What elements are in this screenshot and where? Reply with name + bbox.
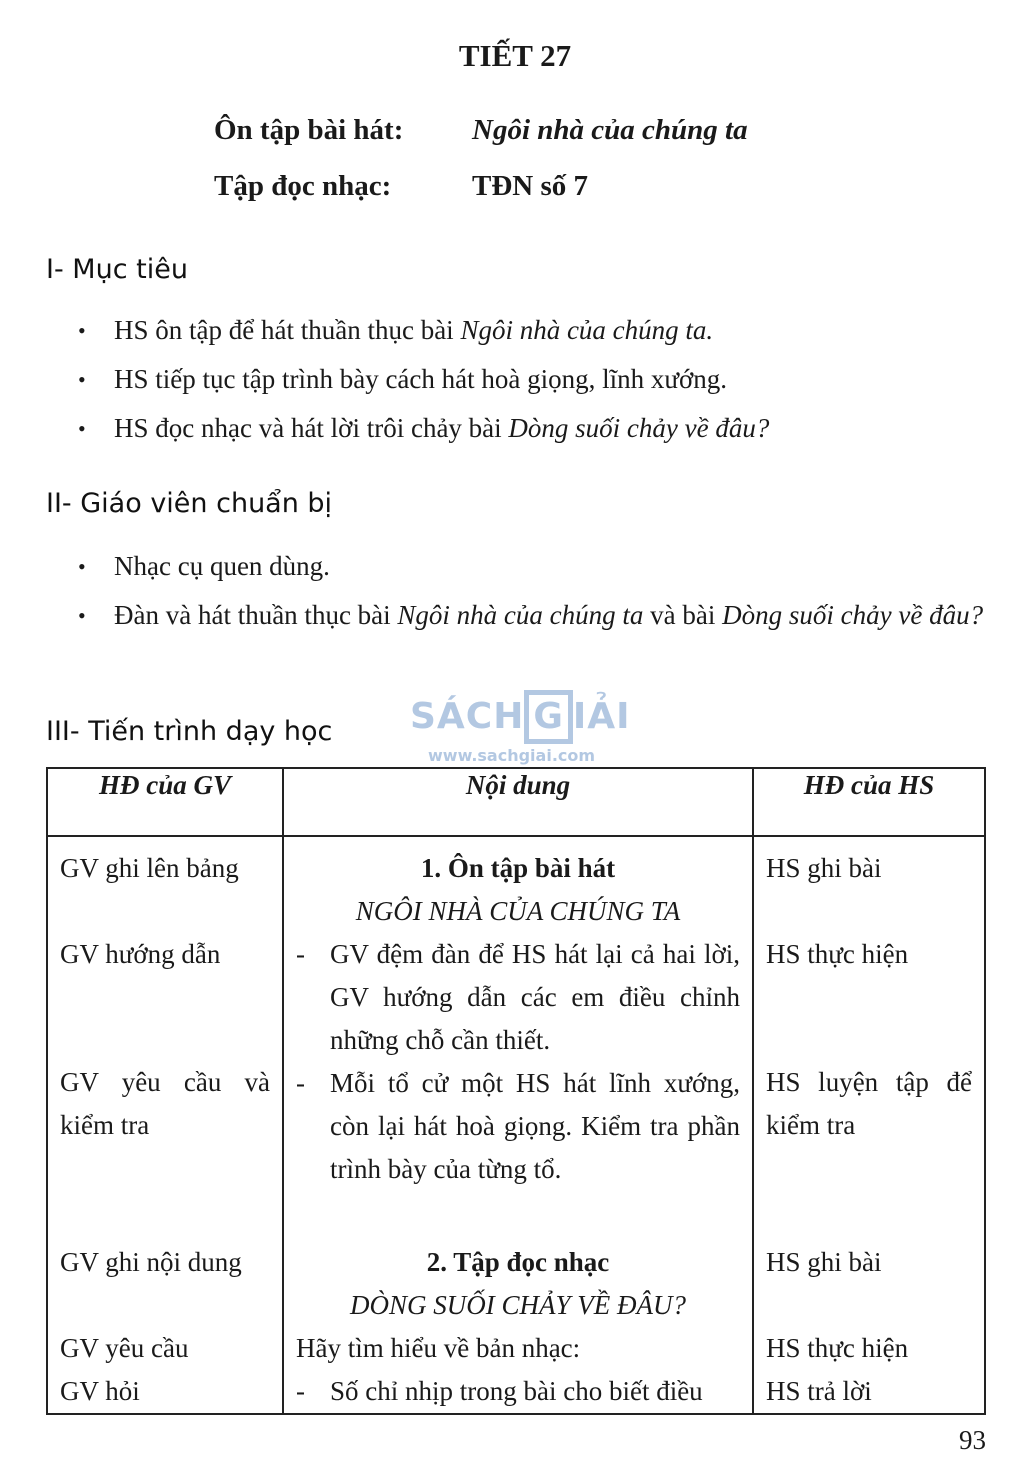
teacher-activity: GV hỏi bbox=[60, 1376, 140, 1406]
table-row bbox=[47, 836, 985, 1223]
teacher-activity: GV yêu cầu và kiểm tra bbox=[60, 1067, 270, 1140]
list-item: • Nhạc cụ quen dùng. bbox=[78, 545, 988, 588]
subtitle-value-2: TĐN số 7 bbox=[472, 170, 589, 202]
content-item: Hãy tìm hiểu về bản nhạc: bbox=[296, 1333, 581, 1363]
table-header-row bbox=[47, 768, 985, 836]
student-activity: HS thực hiện bbox=[766, 939, 909, 969]
student-activity: HS thực hiện bbox=[766, 1333, 909, 1363]
header-content: Nội dung bbox=[283, 768, 753, 836]
teacher-activity: GV ghi nội dung bbox=[60, 1247, 242, 1277]
content-item: - GV đệm đàn để HS hát lại cả hai lời, GV hướng dẫn các em điều chỉnh những chỗ cần thiết. bbox=[296, 933, 740, 1062]
student-activity: HS trả lời bbox=[766, 1376, 872, 1406]
song-title: DÒNG SUỐI CHẢY VỀ ĐÂU? bbox=[350, 1290, 686, 1320]
teacher-activity: GV ghi lên bảng bbox=[60, 853, 239, 883]
preparation-list bbox=[78, 545, 988, 643]
subtitle-label-2: Tập đọc nhạc: bbox=[214, 170, 392, 202]
section-heading-preparation: II- Giáo viên chuẩn bị bbox=[46, 488, 333, 519]
list-item: • HS đọc nhạc và hát lời trôi chảy bài Dòng suối chảy về đâu? bbox=[78, 407, 988, 450]
section-heading-process: III- Tiến trình dạy học bbox=[46, 716, 333, 747]
teacher-activity: GV hướng dẫn bbox=[60, 939, 221, 969]
lesson-title: TIẾT 27 bbox=[458, 38, 572, 73]
student-activity: HS luyện tập để kiểm tra bbox=[766, 1067, 972, 1140]
lesson-table bbox=[46, 767, 986, 1415]
teacher-activity: GV yêu cầu bbox=[60, 1333, 189, 1363]
subtitle-label-1: Ôn tập bài hát: bbox=[214, 114, 404, 146]
song-title: NGÔI NHÀ CỦA CHÚNG TA bbox=[355, 896, 681, 926]
list-item: • Đàn và hát thuần thục bài Ngôi nhà của chúng ta và bài Dòng suối chảy về đâu? bbox=[78, 594, 988, 637]
table-row bbox=[47, 1223, 985, 1414]
page-number: 93 bbox=[959, 1425, 986, 1455]
content-section-title: 2. Tập đọc nhạc bbox=[426, 1247, 610, 1277]
list-item: • HS ôn tập để hát thuần thục bài Ngôi nhà của chúng ta. bbox=[78, 309, 988, 352]
header-teacher: HĐ của GV bbox=[47, 768, 283, 836]
student-activity: HS ghi bài bbox=[766, 1247, 882, 1277]
content-section-title: 1. Ôn tập bài hát bbox=[420, 853, 616, 883]
watermark-logo: SÁCH G IẢI www.sachgiai.com bbox=[410, 690, 631, 765]
list-item: • HS tiếp tục tập trình bày cách hát hoà giọng, lĩnh xướng. bbox=[78, 358, 988, 401]
content-item: - Số chỉ nhịp trong bài cho biết điều bbox=[296, 1370, 740, 1413]
section-heading-objectives: I- Mục tiêu bbox=[46, 254, 188, 285]
student-activity: HS ghi bài bbox=[766, 853, 882, 883]
objectives-list bbox=[78, 309, 988, 456]
subtitle-value-1: Ngôi nhà của chúng ta bbox=[472, 114, 748, 146]
header-student: HĐ của HS bbox=[753, 768, 985, 836]
content-item: - Mỗi tổ cử một HS hát lĩnh xướng, còn lại hát hoà giọng. Kiểm tra phần trình bày của từng tổ. bbox=[296, 1062, 740, 1191]
